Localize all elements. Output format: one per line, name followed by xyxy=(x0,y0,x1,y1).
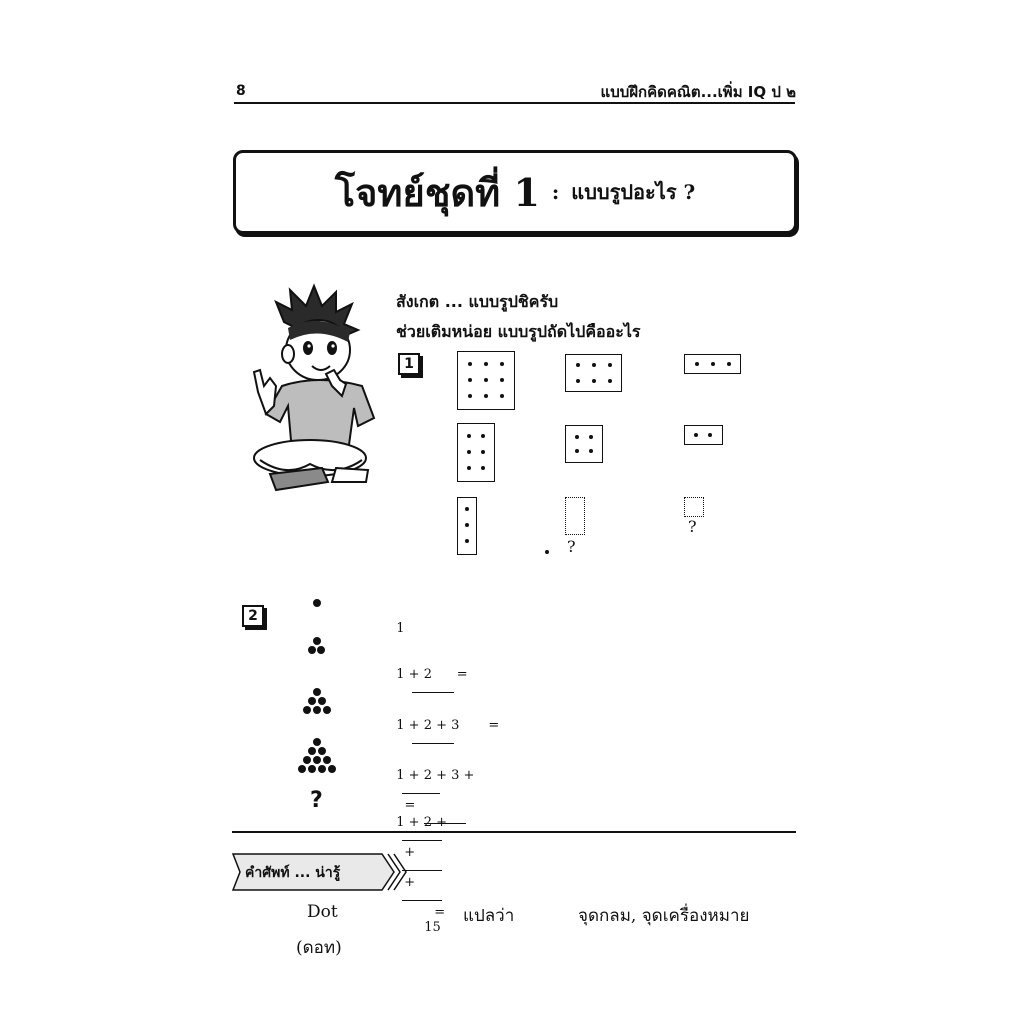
triangle-3-dots xyxy=(304,637,330,659)
equation-5-plus-2: + xyxy=(404,875,416,890)
answer-blank[interactable] xyxy=(402,900,442,901)
title-separator: : xyxy=(551,180,560,204)
header-divider xyxy=(234,102,795,104)
dot-grid-3x1 xyxy=(684,354,741,374)
equation-row-3 xyxy=(388,703,499,748)
vocab-word: Dot xyxy=(307,902,338,922)
title-main: โจทย์ชุดที่ 1 xyxy=(334,169,540,215)
title-box xyxy=(233,150,797,234)
boy-illustration xyxy=(236,282,386,500)
equation-2-text: 1 + 2 = xyxy=(396,667,468,682)
triangle-6-dots xyxy=(296,688,338,720)
equation-4-text: 1 + 2 + 3 + xyxy=(396,768,475,783)
section-divider xyxy=(232,831,796,833)
equation-3-text: 1 + 2 + 3 = xyxy=(396,718,500,733)
problem-1-number: 1 xyxy=(404,356,414,372)
instruction-line-2: ช่วยเติมหน่อย แบบรูปถัดไปคืออะไร xyxy=(396,322,641,341)
answer-blank[interactable] xyxy=(402,793,440,794)
dot-grid-3x3 xyxy=(457,351,515,410)
problem-2-number: 2 xyxy=(248,608,258,624)
instruction-line-1: สังเกต ... แบบรูปชิครับ xyxy=(396,292,559,311)
answer-blank[interactable] xyxy=(412,743,454,744)
equation-4-equals: = xyxy=(396,798,416,813)
vocab-label: คำศัพท์ ... น่ารู้ xyxy=(245,865,341,881)
question-mark-1x2: ? xyxy=(567,537,576,556)
equation-5-result: 15 xyxy=(424,920,441,935)
answer-blank[interactable] xyxy=(412,692,454,693)
missing-grid-1x1 xyxy=(684,497,704,517)
equation-row-2 xyxy=(388,652,468,697)
triangle-10-dots xyxy=(291,738,343,780)
title-subtitle: แบบรูปอะไร ? xyxy=(571,180,696,204)
answer-blank[interactable] xyxy=(402,840,442,841)
triangle-unknown-question-mark: ? xyxy=(310,788,323,813)
problem-1-badge xyxy=(398,353,420,375)
question-mark-1x1: ? xyxy=(688,517,697,536)
page-number: 8 xyxy=(236,83,246,99)
problem-2-badge xyxy=(242,605,264,627)
dot-grid-1x3 xyxy=(457,497,477,555)
book-title: แบบฝึกคิดคณิต...เพิ่ม IQ ป ๒ xyxy=(600,83,796,101)
missing-grid-1x2 xyxy=(565,497,585,535)
vocab-definition: จุดกลม, จุดเครื่องหมาย xyxy=(578,906,750,926)
stray-dot xyxy=(545,550,549,554)
dot-grid-2x3 xyxy=(457,423,495,482)
dot-grid-3x2 xyxy=(565,354,622,392)
dot-grid-2x1 xyxy=(684,425,723,445)
triangle-1-dot xyxy=(312,598,322,608)
equation-row-1 xyxy=(388,606,405,636)
answer-blank[interactable] xyxy=(402,870,442,871)
equation-1-text: 1 xyxy=(396,621,405,636)
vocab-means: แปลว่า xyxy=(463,906,515,926)
dot-grid-2x2 xyxy=(565,425,603,463)
equation-5-equals: = xyxy=(434,905,446,920)
equation-5-text: 1 + 2 + xyxy=(396,815,447,830)
equation-5-plus-1: + xyxy=(404,845,416,860)
vocab-pronunciation: (ดอท) xyxy=(296,938,342,958)
